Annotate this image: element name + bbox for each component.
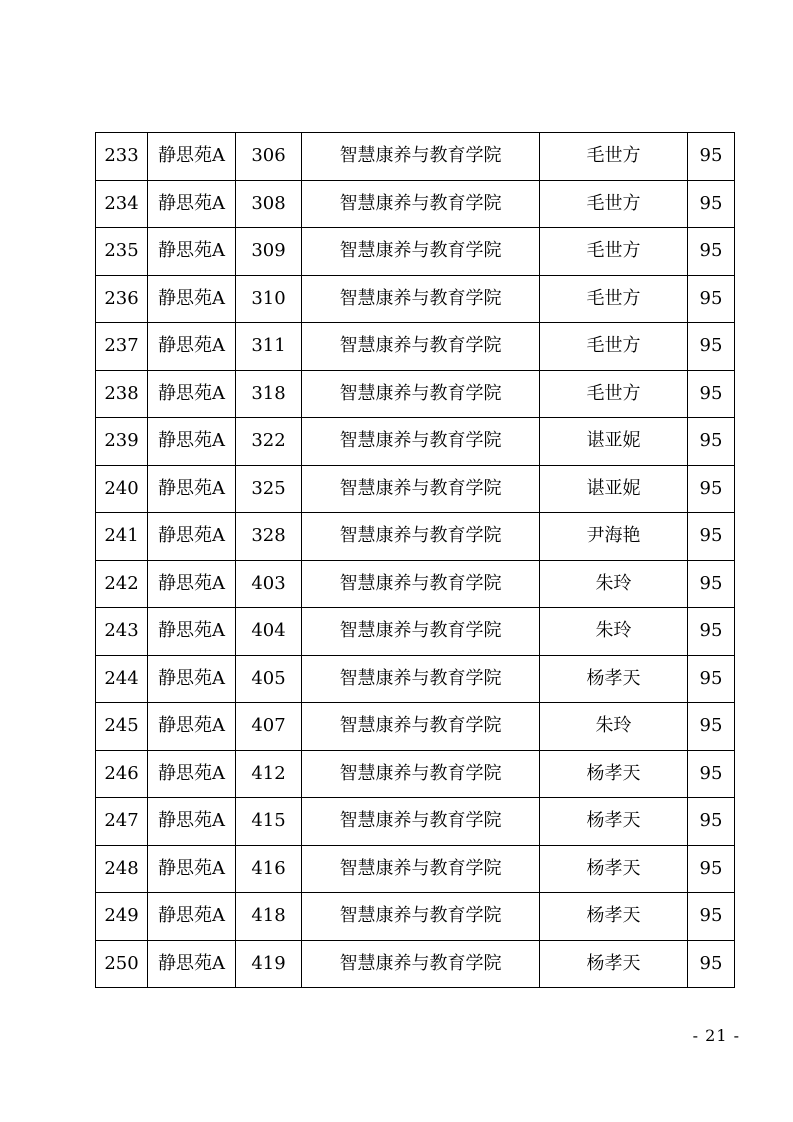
- score-cell: 95: [688, 323, 735, 371]
- building-cell: 静思苑A: [148, 418, 236, 466]
- room-cell: 309: [236, 228, 302, 276]
- score-cell: 95: [688, 893, 735, 941]
- building-cell: 静思苑A: [148, 893, 236, 941]
- row-number-cell: 249: [96, 893, 148, 941]
- building-cell: 静思苑A: [148, 655, 236, 703]
- name-cell: 毛世方: [540, 133, 688, 181]
- table-row: [96, 133, 735, 181]
- room-cell: 310: [236, 275, 302, 323]
- table-row: [96, 275, 735, 323]
- score-cell: 95: [688, 275, 735, 323]
- building-cell: 静思苑A: [148, 513, 236, 561]
- building-cell: 静思苑A: [148, 845, 236, 893]
- table-row: [96, 465, 735, 513]
- college-cell: 智慧康养与教育学院: [302, 655, 540, 703]
- row-number-cell: 245: [96, 703, 148, 751]
- score-cell: 95: [688, 845, 735, 893]
- score-cell: 95: [688, 465, 735, 513]
- table-row: [96, 940, 735, 988]
- building-cell: 静思苑A: [148, 798, 236, 846]
- building-cell: 静思苑A: [148, 275, 236, 323]
- name-cell: 毛世方: [540, 275, 688, 323]
- name-cell: 朱玲: [540, 560, 688, 608]
- room-cell: 308: [236, 180, 302, 228]
- table-row: [96, 323, 735, 371]
- row-number-cell: 241: [96, 513, 148, 561]
- building-cell: 静思苑A: [148, 940, 236, 988]
- building-cell: 静思苑A: [148, 323, 236, 371]
- room-cell: 318: [236, 370, 302, 418]
- table-row: [96, 845, 735, 893]
- table-row: [96, 513, 735, 561]
- college-cell: 智慧康养与教育学院: [302, 608, 540, 656]
- college-cell: 智慧康养与教育学院: [302, 560, 540, 608]
- college-cell: 智慧康养与教育学院: [302, 750, 540, 798]
- score-cell: 95: [688, 418, 735, 466]
- room-cell: 325: [236, 465, 302, 513]
- building-cell: 静思苑A: [148, 180, 236, 228]
- room-cell: 415: [236, 798, 302, 846]
- row-number-cell: 243: [96, 608, 148, 656]
- room-cell: 311: [236, 323, 302, 371]
- row-number-cell: 246: [96, 750, 148, 798]
- table-row: [96, 370, 735, 418]
- score-cell: 95: [688, 370, 735, 418]
- row-number-cell: 240: [96, 465, 148, 513]
- name-cell: 杨孝天: [540, 845, 688, 893]
- row-number-cell: 233: [96, 133, 148, 181]
- table-row: [96, 703, 735, 751]
- room-cell: 418: [236, 893, 302, 941]
- college-cell: 智慧康养与教育学院: [302, 845, 540, 893]
- college-cell: 智慧康养与教育学院: [302, 370, 540, 418]
- name-cell: 谌亚妮: [540, 465, 688, 513]
- college-cell: 智慧康养与教育学院: [302, 513, 540, 561]
- building-cell: 静思苑A: [148, 750, 236, 798]
- row-number-cell: 237: [96, 323, 148, 371]
- college-cell: 智慧康养与教育学院: [302, 418, 540, 466]
- name-cell: 杨孝天: [540, 893, 688, 941]
- college-cell: 智慧康养与教育学院: [302, 133, 540, 181]
- college-cell: 智慧康养与教育学院: [302, 703, 540, 751]
- row-number-cell: 236: [96, 275, 148, 323]
- name-cell: 谌亚妮: [540, 418, 688, 466]
- room-cell: 403: [236, 560, 302, 608]
- building-cell: 静思苑A: [148, 560, 236, 608]
- table-row: [96, 655, 735, 703]
- row-number-cell: 239: [96, 418, 148, 466]
- building-cell: 静思苑A: [148, 228, 236, 276]
- row-number-cell: 235: [96, 228, 148, 276]
- row-number-cell: 248: [96, 845, 148, 893]
- name-cell: 杨孝天: [540, 655, 688, 703]
- name-cell: 杨孝天: [540, 798, 688, 846]
- college-cell: 智慧康养与教育学院: [302, 465, 540, 513]
- name-cell: 朱玲: [540, 608, 688, 656]
- college-cell: 智慧康养与教育学院: [302, 798, 540, 846]
- row-number-cell: 234: [96, 180, 148, 228]
- table-row: [96, 228, 735, 276]
- room-cell: 407: [236, 703, 302, 751]
- score-cell: 95: [688, 608, 735, 656]
- room-cell: 306: [236, 133, 302, 181]
- name-cell: 毛世方: [540, 180, 688, 228]
- row-number-cell: 247: [96, 798, 148, 846]
- name-cell: 杨孝天: [540, 750, 688, 798]
- building-cell: 静思苑A: [148, 370, 236, 418]
- college-cell: 智慧康养与教育学院: [302, 275, 540, 323]
- college-cell: 智慧康养与教育学院: [302, 940, 540, 988]
- room-cell: 328: [236, 513, 302, 561]
- table-row: [96, 893, 735, 941]
- score-cell: 95: [688, 940, 735, 988]
- score-cell: 95: [688, 133, 735, 181]
- score-cell: 95: [688, 750, 735, 798]
- table-row: [96, 418, 735, 466]
- college-cell: 智慧康养与教育学院: [302, 228, 540, 276]
- table-row: [96, 560, 735, 608]
- score-cell: 95: [688, 798, 735, 846]
- score-cell: 95: [688, 655, 735, 703]
- room-cell: 322: [236, 418, 302, 466]
- table-row: [96, 180, 735, 228]
- row-number-cell: 238: [96, 370, 148, 418]
- row-number-cell: 242: [96, 560, 148, 608]
- row-number-cell: 244: [96, 655, 148, 703]
- name-cell: 尹海艳: [540, 513, 688, 561]
- college-cell: 智慧康养与教育学院: [302, 323, 540, 371]
- table-row: [96, 608, 735, 656]
- dormitory-score-table: [95, 132, 735, 988]
- name-cell: 朱玲: [540, 703, 688, 751]
- table-row: [96, 798, 735, 846]
- score-cell: 95: [688, 228, 735, 276]
- room-cell: 416: [236, 845, 302, 893]
- college-cell: 智慧康养与教育学院: [302, 180, 540, 228]
- page-number: - 21 -: [692, 1026, 740, 1045]
- room-cell: 419: [236, 940, 302, 988]
- score-cell: 95: [688, 180, 735, 228]
- room-cell: 404: [236, 608, 302, 656]
- score-cell: 95: [688, 703, 735, 751]
- name-cell: 毛世方: [540, 228, 688, 276]
- building-cell: 静思苑A: [148, 703, 236, 751]
- score-cell: 95: [688, 560, 735, 608]
- building-cell: 静思苑A: [148, 608, 236, 656]
- row-number-cell: 250: [96, 940, 148, 988]
- name-cell: 毛世方: [540, 370, 688, 418]
- building-cell: 静思苑A: [148, 465, 236, 513]
- name-cell: 杨孝天: [540, 940, 688, 988]
- college-cell: 智慧康养与教育学院: [302, 893, 540, 941]
- building-cell: 静思苑A: [148, 133, 236, 181]
- table-row: [96, 750, 735, 798]
- room-cell: 412: [236, 750, 302, 798]
- room-cell: 405: [236, 655, 302, 703]
- score-cell: 95: [688, 513, 735, 561]
- name-cell: 毛世方: [540, 323, 688, 371]
